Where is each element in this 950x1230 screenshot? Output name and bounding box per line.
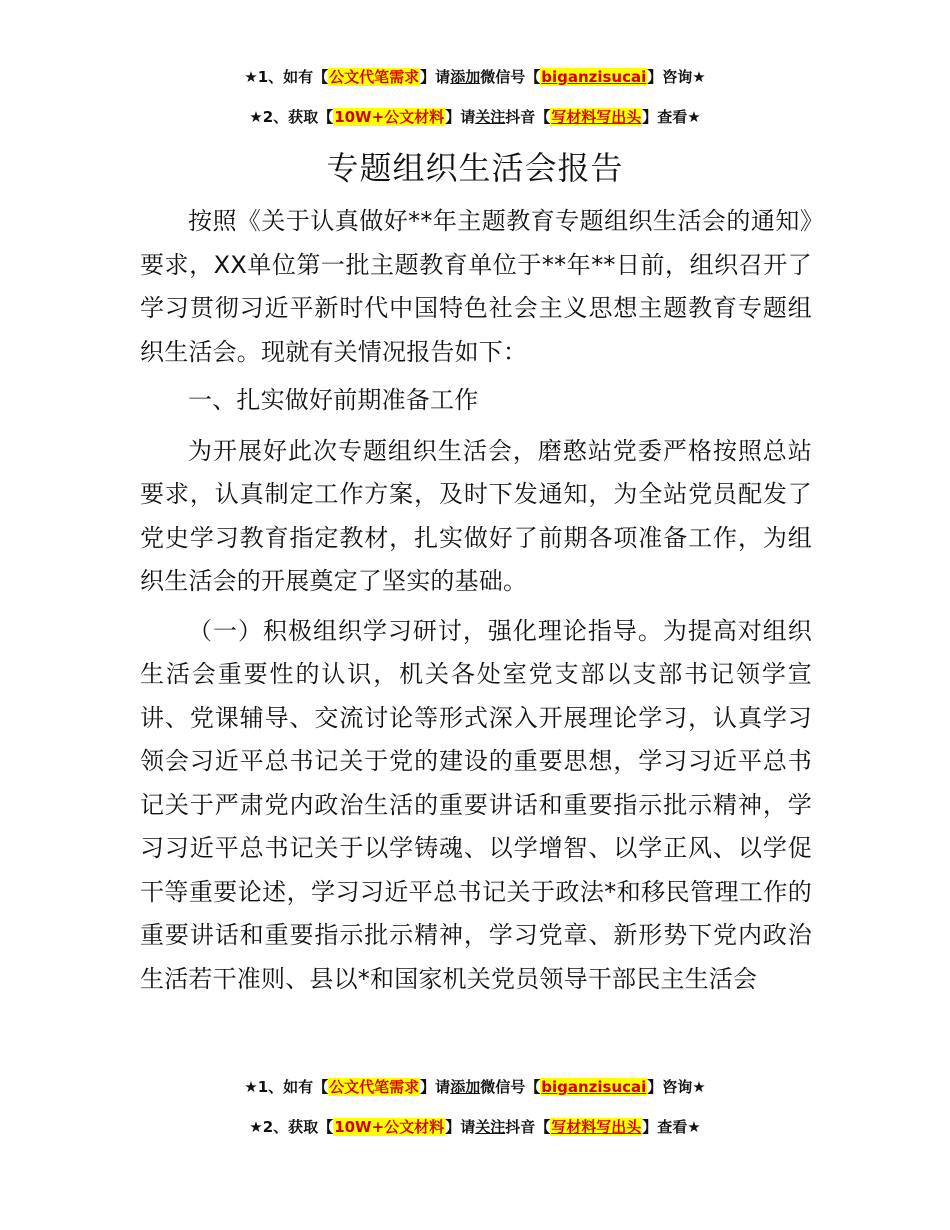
- footer-banner-line-1: [0, 1076, 950, 1098]
- banner-text: 微信号【: [480, 68, 541, 86]
- document-title: 专题组织生活会报告: [326, 149, 624, 187]
- banner-douyin-id: 写材料写出头: [551, 108, 642, 126]
- header-banner-line-2: [0, 106, 950, 128]
- banner-text: 】咨询★: [647, 68, 706, 86]
- document-body: [140, 200, 812, 1001]
- banner-text: 抖音【: [505, 108, 551, 126]
- banner-highlight: 10W+公文材料: [334, 1118, 445, 1136]
- banner-douyin-id: 写材料写出头: [551, 1118, 642, 1136]
- banner-text: ★2、获取【: [249, 1118, 334, 1136]
- banner-wechat-id: biganzisucai: [541, 1078, 647, 1096]
- paragraph-preparation: 为开展好此次专题组织生活会，磨憨站党委严格按照总站要求，认真制定工作方案，及时下发通知，为全站党员配发了党史学习教育指定教材，扎实做好了前期各项准备工作，为组织生活会的开展奠定了坚实的基础。: [140, 436, 812, 595]
- banner-text: 】查看★: [642, 1118, 701, 1136]
- paragraph-study: （一）积极组织学习研讨，强化理论指导。为提高对组织生活会重要性的认识，机关各处室党支部以支部书记领学宣讲、党课辅导、交流讨论等形式深入开展理论学习，认真学习领会习近平总书记关于党的建设的重要思想，学习习近平总书记关于严肃党内政治生活的重要讲话和重要指示批示精神，学习习近平总书记关于以学铸魂、以学增智、以学正风、以学促干等重要论述，学习习近平总书记关于政法*和移民管理工作的重要讲话和重要指示批示精神，学习党章、新形势下党内政治生活若干准则、县以*和国家机关党员领导干部民主生活会: [140, 616, 812, 993]
- banner-text: 】咨询★: [647, 1078, 706, 1096]
- banner-text: 抖音【: [505, 1118, 551, 1136]
- banner-text: ★1、如有【: [244, 68, 329, 86]
- banner-text: 微信号【: [480, 1078, 541, 1096]
- banner-text: 】查看★: [642, 108, 701, 126]
- banner-highlight: 10W+公文材料: [334, 108, 445, 126]
- banner-underlined: 关注: [475, 108, 506, 126]
- banner-underlined: 添加: [450, 1078, 481, 1096]
- paragraph-intro: 按照《关于认真做好**年主题教育专题组织生活会的通知》要求，XX单位第一批主题教育单位于**年**日前，组织召开了学习贯彻习近平新时代中国特色社会主义思想主题教育专题组织生活会。现就有关情况报告如下：: [140, 207, 812, 366]
- banner-highlight: 公文代笔需求: [329, 68, 420, 86]
- banner-text: 】请: [420, 1078, 451, 1096]
- section-heading: 一、扎实做好前期准备工作: [188, 386, 479, 414]
- header-banner-line-1: [0, 66, 950, 88]
- footer-banner-line-2: [0, 1116, 950, 1138]
- banner-text: 】请: [445, 1118, 476, 1136]
- banner-text: ★2、获取【: [249, 108, 334, 126]
- banner-underlined: 关注: [475, 1118, 506, 1136]
- banner-text: 】请: [445, 108, 476, 126]
- banner-text: ★1、如有【: [244, 1078, 329, 1096]
- banner-underlined: 添加: [450, 68, 481, 86]
- banner-highlight: 公文代笔需求: [329, 1078, 420, 1096]
- banner-text: 】请: [420, 68, 451, 86]
- banner-wechat-id: biganzisucai: [541, 68, 647, 86]
